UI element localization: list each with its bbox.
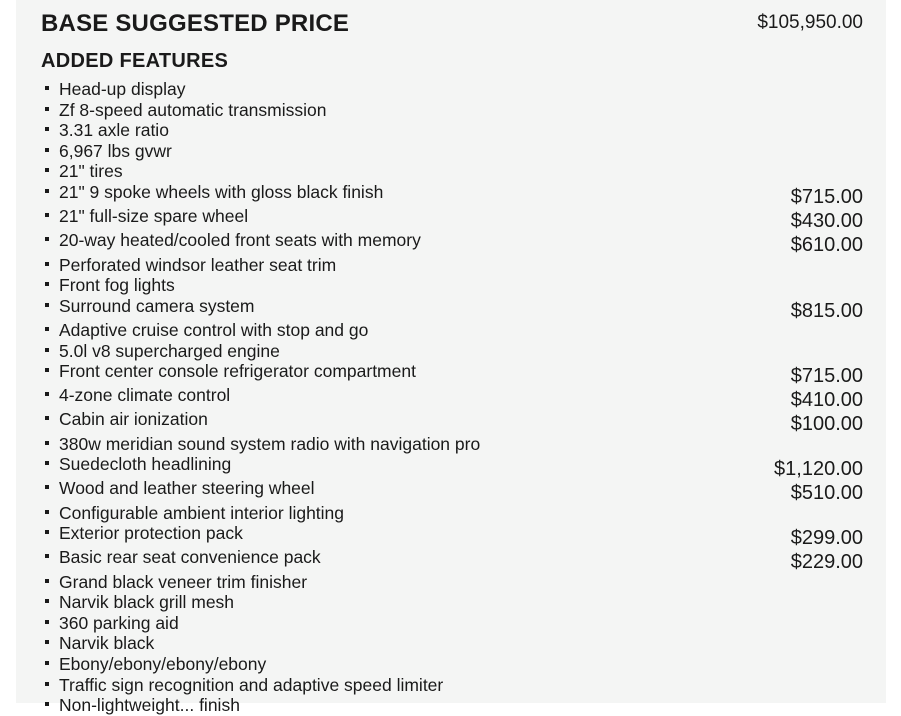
feature-item [41, 633, 863, 654]
feature-item [41, 296, 863, 320]
feature-name: Narvik black grill mesh [59, 592, 235, 613]
feature-name: Configurable ambient interior lighting [59, 502, 345, 523]
bullet-icon [45, 127, 49, 131]
feature-item [41, 695, 863, 716]
bullet-icon [45, 682, 49, 686]
bullet-icon [45, 327, 49, 331]
feature-item [41, 275, 863, 296]
feature-item [41, 547, 863, 574]
bullet-icon [45, 510, 49, 514]
price-sheet-panel [16, 0, 886, 716]
bullet-icon [45, 530, 49, 534]
feature-item [41, 654, 863, 675]
feature-price: $510.00 [790, 482, 863, 505]
bullet-icon [45, 554, 49, 558]
feature-item [41, 255, 863, 276]
bullet-icon [45, 485, 49, 489]
bullet-icon [45, 640, 49, 644]
feature-name: Exterior protection pack [59, 523, 243, 544]
feature-name: Non-lightweight... finish [59, 695, 240, 716]
feature-name: 3.31 axle ratio [59, 120, 169, 141]
bullet-icon [45, 107, 49, 111]
feature-item [41, 79, 863, 100]
feature-name: 20-way heated/cooled front seats with memory [59, 230, 421, 251]
feature-item [41, 409, 863, 436]
bullet-icon [45, 579, 49, 583]
feature-name: Ebony/ebony/ebony/ebony [59, 653, 267, 674]
feature-item [41, 434, 863, 455]
bullet-icon [45, 368, 49, 372]
feature-price: $100.00 [790, 413, 863, 436]
bullet-icon [45, 213, 49, 217]
feature-name: 5.0l v8 supercharged engine [59, 340, 280, 361]
feature-item [41, 182, 863, 206]
feature-name: 360 parking aid [59, 612, 179, 633]
base-price-label: BASE SUGGESTED PRICE [41, 10, 350, 37]
bullet-icon [45, 461, 49, 465]
feature-price: $715.00 [790, 185, 863, 208]
feature-item [41, 385, 863, 412]
feature-item [41, 361, 863, 388]
feature-name: Wood and leather steering wheel [59, 478, 315, 499]
feature-name: Front fog lights [59, 275, 175, 296]
bullet-icon [45, 392, 49, 396]
feature-list [41, 79, 863, 716]
feature-item [41, 675, 863, 696]
bullet-icon [45, 441, 49, 445]
bullet-icon [45, 661, 49, 665]
bullet-icon [45, 348, 49, 352]
feature-name: Narvik black [59, 633, 155, 654]
feature-item [41, 523, 863, 550]
feature-price: $715.00 [790, 365, 863, 388]
feature-name: Surround camera system [59, 295, 255, 316]
feature-item [41, 120, 863, 141]
feature-item [41, 206, 863, 233]
feature-name: 4-zone climate control [59, 385, 231, 406]
feature-name: Front center console refrigerator compartment [59, 361, 416, 382]
bullet-icon [45, 148, 49, 152]
feature-name: 6,967 lbs gvwr [59, 140, 172, 161]
bullet-icon [45, 416, 49, 420]
feature-price: $1,120.00 [774, 458, 863, 481]
feature-name: Head-up display [59, 79, 186, 99]
bullet-icon [45, 282, 49, 286]
feature-item [41, 320, 863, 341]
feature-item [41, 572, 863, 593]
bullet-icon [45, 303, 49, 307]
base-price-row [41, 10, 863, 40]
bullet-icon [45, 599, 49, 603]
bullet-icon [45, 189, 49, 193]
feature-name: Cabin air ionization [59, 409, 208, 430]
bullet-icon [45, 620, 49, 624]
feature-name: Grand black veneer trim finisher [59, 571, 308, 592]
feature-name: Basic rear seat convenience pack [59, 547, 321, 568]
feature-item [41, 592, 863, 613]
feature-name: Suedecloth headlining [59, 454, 232, 475]
feature-price: $610.00 [790, 234, 863, 257]
added-features-title: ADDED FEATURES [41, 50, 229, 72]
feature-item [41, 613, 863, 634]
feature-price: $229.00 [790, 551, 863, 574]
bullet-icon [45, 168, 49, 172]
feature-name: Traffic sign recognition and adaptive speed limiter [59, 674, 444, 695]
feature-item [41, 100, 863, 121]
feature-price: $430.00 [790, 210, 863, 233]
feature-item [41, 230, 863, 257]
bullet-icon [45, 262, 49, 266]
base-price-value: $105,950.00 [757, 12, 863, 33]
feature-item [41, 141, 863, 162]
feature-price: $299.00 [790, 527, 863, 550]
feature-name: Zf 8-speed automatic transmission [59, 99, 327, 120]
feature-name: Adaptive cruise control with stop and go [59, 319, 369, 340]
feature-price: $410.00 [790, 389, 863, 412]
feature-item [41, 341, 863, 362]
feature-item [41, 503, 863, 524]
bullet-icon [45, 702, 49, 706]
feature-name: Perforated windsor leather seat trim [59, 254, 337, 275]
feature-name: 21" tires [59, 161, 123, 182]
feature-name: 21" full-size spare wheel [59, 206, 249, 227]
feature-price: $815.00 [790, 299, 863, 322]
feature-item [41, 161, 863, 182]
feature-item [41, 454, 863, 481]
feature-item [41, 478, 863, 505]
bullet-icon [45, 86, 49, 90]
feature-name: 21" 9 spoke wheels with gloss black finish [59, 181, 384, 202]
feature-name: 380w meridian sound system radio with navigation pro [59, 433, 481, 454]
bullet-icon [45, 237, 49, 241]
